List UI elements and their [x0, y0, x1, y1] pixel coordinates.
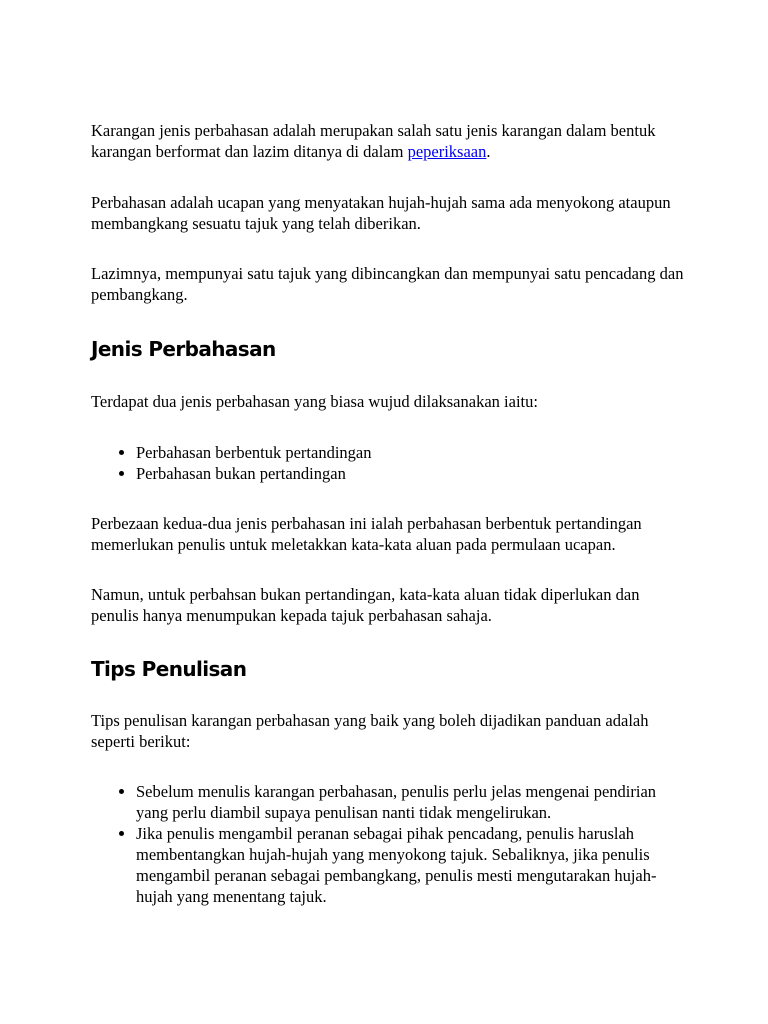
list-item: • Sebelum menulis karangan perbahasan, penulis perlu jelas mengenai pendirian yang perlu diambil supaya penulisan nanti tidak mengelirukan. — [136, 781, 691, 823]
paragraph-jenis-intro: Terdapat dua jenis perbahasan yang biasa wujud dilaksanakan iaitu: — [91, 392, 538, 411]
list-item: • Perbahasan bukan pertandingan — [136, 463, 691, 484]
heading-jenis-perbahasan: Jenis Perbahasan — [91, 337, 276, 361]
peperiksaan-link[interactable]: peperiksaan — [407, 142, 487, 161]
paragraph-intro-text: Karangan jenis perbahasan adalah merupakan salah satu jenis karangan dalam bentuk karangan berformat dan lazim ditanya di dalam — [91, 121, 656, 161]
heading-tips-penulisan: Tips Penulisan — [91, 657, 247, 681]
paragraph-intro — [91, 120, 691, 162]
list-item: • Perbahasan berbentuk pertandingan — [136, 442, 691, 463]
paragraph-tips-intro: Tips penulisan karangan perbahasan yang baik yang boleh dijadikan panduan adalah seperti berikut: — [91, 711, 649, 751]
paragraph-definition: Perbahasan adalah ucapan yang menyatakan hujah-hujah sama ada menyokong ataupun membangkang sesuatu tajuk yang telah diberikan. — [91, 193, 671, 233]
paragraph-perbezaan: Perbezaan kedua-dua jenis perbahasan ini ialah perbahasan berbentuk pertandingan memerlukan penulis untuk meletakkan kata-kata aluan pada permulaan ucapan. — [91, 514, 642, 554]
paragraph-lazimnya: Lazimnya, mempunyai satu tajuk yang dibincangkan dan mempunyai satu pencadang dan pembangkang. — [91, 264, 684, 304]
list-item: • Jika penulis mengambil peranan sebagai pihak pencadang, penulis haruslah membentangkan hujah-hujah yang menyokong tajuk. Sebaliknya, jika penulis mengambil peranan sebagai pembangkang, penulis mesti mengutarakan hujah-hujah yang menentang tajuk. — [136, 823, 691, 907]
list-tips — [91, 781, 691, 907]
document-content — [91, 120, 691, 907]
list-jenis — [91, 442, 691, 484]
paragraph-namun: Namun, untuk perbahsan bukan pertandingan, kata-kata aluan tidak diperlukan dan penulis hanya menumpukan kepada tajuk perbahasan sahaja. — [91, 585, 640, 625]
paragraph-intro-end: . — [486, 142, 491, 161]
